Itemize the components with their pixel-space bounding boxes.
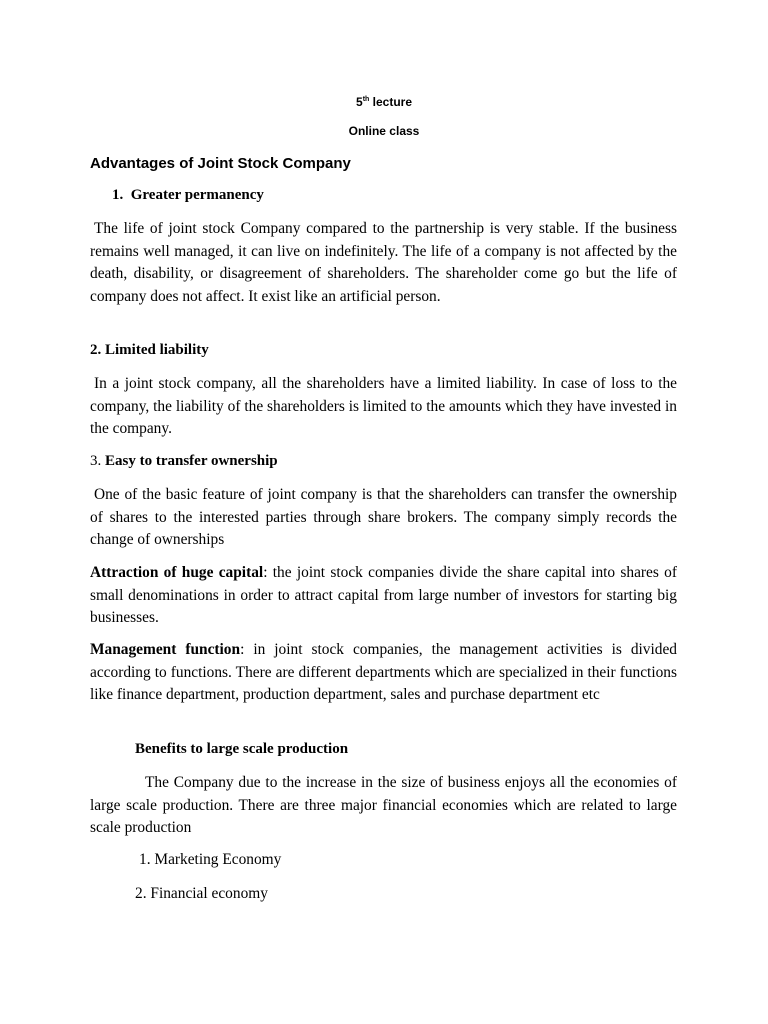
paragraph-transfer: One of the basic feature of joint company is that the shareholders can transfer the ownership of shares to the interested parties through share brokers. The company simply records the change of ownerships	[90, 486, 677, 548]
list-item-financial-economy: 2. Financial economy	[135, 885, 268, 902]
lecture-suffix: th	[362, 96, 370, 103]
paragraph-permanency: The life of joint stock Company compared to the partnership is very stable. If the business remains well managed, it can live on indefinitely. The life of a company is not affected by the death, disability, or disagreement of shareholders. The shareholder come go but the life of company does not affect. It exist like an artificial person.	[90, 220, 677, 305]
heading-limited-liability: 2. Limited liability	[90, 342, 209, 358]
heading-number: 1.	[112, 187, 124, 203]
heading-text: Greater permanency	[130, 187, 264, 203]
lecture-label	[0, 95, 768, 109]
subtitle: Online class	[348, 124, 420, 138]
term-capital: Attraction of huge capital	[90, 564, 264, 581]
management-body: : in joint stock companies, the management activities is divided according to functions. There are different departments which are specialized in their functions like finance department, production department, sales and purchase department etc	[90, 641, 677, 703]
lecture-number: 5	[356, 95, 363, 109]
heading-text: Easy to transfer ownership	[105, 453, 278, 469]
paragraph-liability: In a joint stock company, all the shareholders have a limited liability. In case of loss to the company, the liability of the shareholders is limited to the amounts which they have invested in the company.	[90, 375, 677, 437]
lecture-word: lecture	[372, 95, 412, 109]
paragraph-capital	[90, 562, 677, 630]
paragraph-benefits: The Company due to the increase in the size of business enjoys all the economies of large scale production. There are three major financial economies which are related to large scale production	[90, 774, 677, 836]
heading-benefits: Benefits to large scale production	[135, 741, 349, 757]
term-management: Management function	[90, 641, 241, 658]
heading-greater-permanency	[112, 187, 264, 204]
heading-number: 3.	[90, 453, 102, 469]
page-title: Advantages of Joint Stock Company	[90, 155, 351, 172]
paragraph-management	[90, 639, 677, 707]
heading-transfer-ownership	[90, 453, 278, 470]
list-item-marketing-economy: 1. Marketing Economy	[139, 851, 282, 868]
capital-body: : the joint stock companies divide the share capital into shares of small denominations in order to attract capital from large number of investors for starting big businesses.	[90, 564, 677, 626]
